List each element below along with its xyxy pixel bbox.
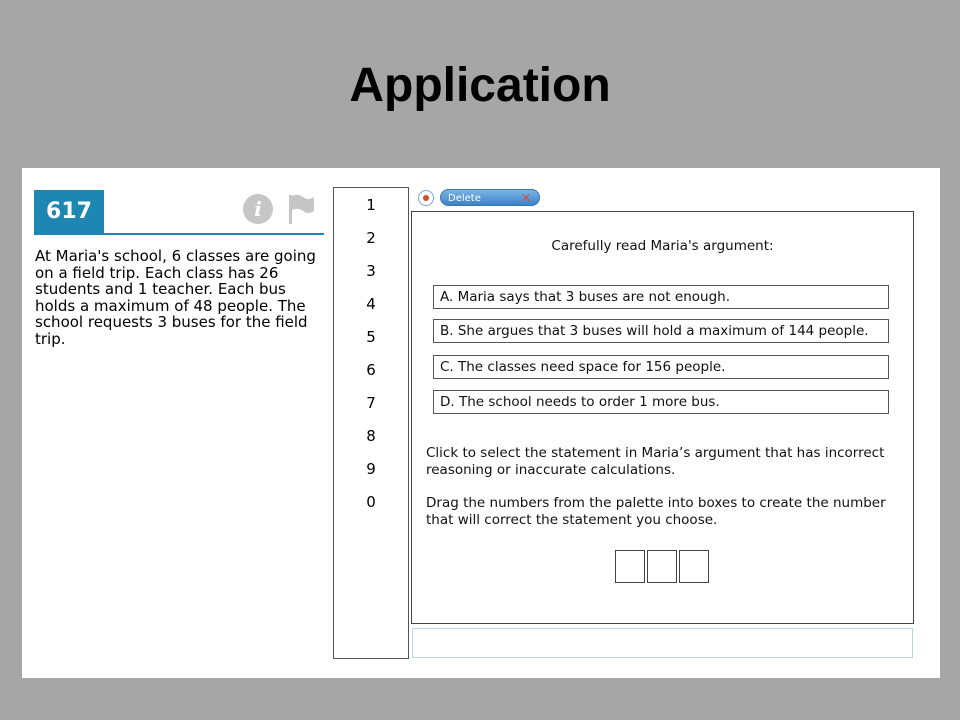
instruction-select: Click to select the statement in Maria’s argument that has incorrect reasoning or inaccurate calculations.: [426, 445, 885, 478]
palette-number-0[interactable]: 0: [366, 493, 376, 511]
palette-number-1[interactable]: 1: [366, 196, 376, 214]
palette-number-9[interactable]: 9: [366, 460, 376, 478]
slide-title: Application: [349, 59, 611, 112]
info-icon[interactable]: i: [243, 194, 273, 224]
option-c[interactable]: C. The classes need space for 156 people.: [433, 355, 889, 379]
answer-box-2[interactable]: [647, 550, 677, 583]
instruction-drag: Drag the numbers from the palette into boxes to create the number that will correct the statement you choose.: [426, 495, 886, 528]
answer-box-3[interactable]: [679, 550, 709, 583]
answer-box-1[interactable]: [615, 550, 645, 583]
number-palette: [333, 187, 409, 659]
test-item-panel: [22, 168, 940, 678]
response-area[interactable]: [412, 628, 913, 658]
option-a[interactable]: A. Maria says that 3 buses are not enough.: [433, 285, 889, 309]
item-number: 617: [34, 190, 104, 233]
palette-number-8[interactable]: 8: [366, 427, 376, 445]
delete-label: Delete: [448, 193, 481, 204]
flag-icon[interactable]: [286, 193, 316, 225]
palette-number-3[interactable]: 3: [366, 262, 376, 280]
question-heading: Carefully read Maria's argument:: [551, 238, 774, 254]
item-header: [34, 190, 324, 235]
palette-number-7[interactable]: 7: [366, 394, 376, 412]
palette-number-4[interactable]: 4: [366, 295, 376, 313]
palette-number-5[interactable]: 5: [366, 328, 376, 346]
palette-number-2[interactable]: 2: [366, 229, 376, 247]
option-d[interactable]: D. The school needs to order 1 more bus.: [433, 390, 889, 414]
pin-icon[interactable]: [418, 190, 434, 206]
palette-number-6[interactable]: 6: [366, 361, 376, 379]
passage-text: At Maria's school, 6 classes are going on a field trip. Each class has 26 students and 1 teacher. Each bus holds a maximum of 48 people. The school requests 3 buses for the field trip.: [35, 247, 316, 348]
delete-button[interactable]: [440, 189, 540, 206]
option-b[interactable]: B. She argues that 3 buses will hold a maximum of 144 people.: [433, 319, 889, 343]
question-box: [411, 211, 914, 624]
x-icon: ✕: [520, 191, 531, 205]
